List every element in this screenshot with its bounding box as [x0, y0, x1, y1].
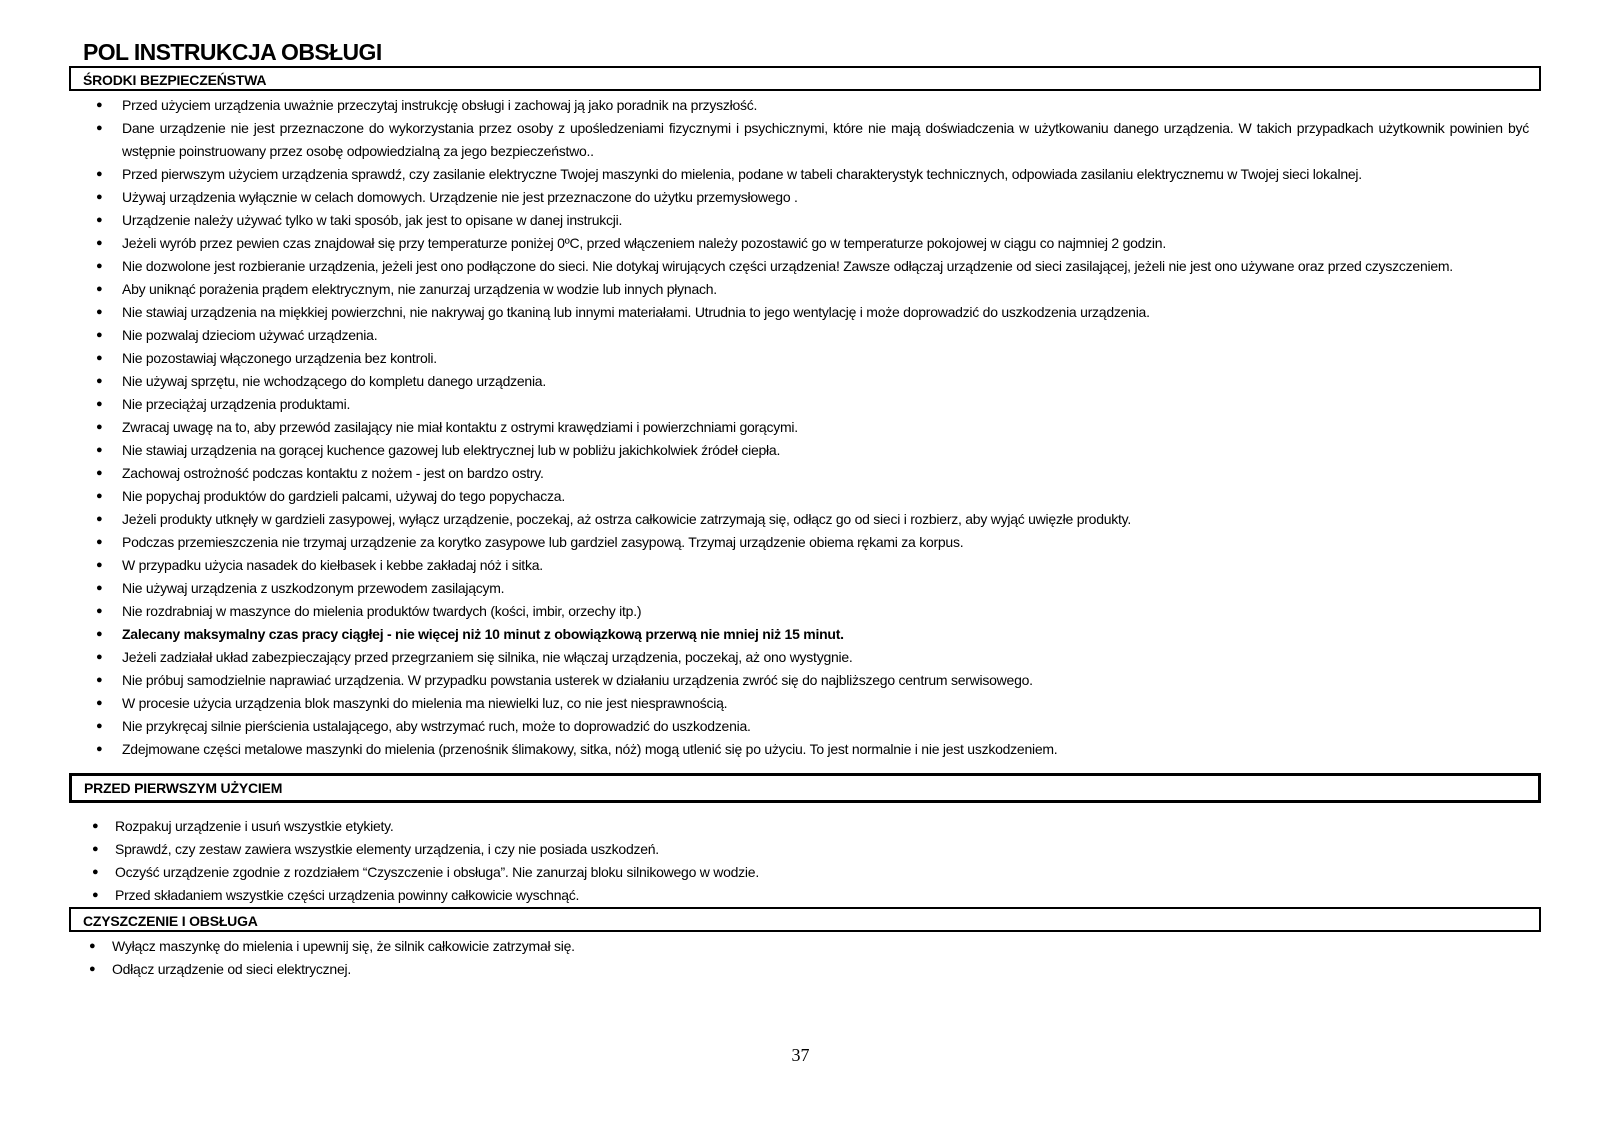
list-item: ● Sprawdź, czy zestaw zawiera wszystkie elementy urządzenia, i czy nie posiada uszkodzeń. — [69, 838, 1541, 861]
bullet-icon: ● — [96, 490, 103, 502]
list-item: ● Przed składaniem wszystkie części urządzenia powinny całkowicie wyschnąć. — [69, 884, 1541, 907]
bullet-icon: ● — [96, 674, 103, 686]
bullet-icon: ● — [92, 820, 99, 832]
bullet-icon: ● — [96, 444, 103, 456]
list-item: ● Jeżeli wyrób przez pewien czas znajdował się przy temperaturze poniżej 0ºC, przed włączeniem należy pozostawić go w temperaturze pokojowej w ciągu co najmniej 2 godzin. — [69, 232, 1541, 255]
bullet-icon: ● — [96, 168, 103, 180]
bullet-icon: ● — [96, 605, 103, 617]
bullet-icon: ● — [96, 306, 103, 318]
bullet-icon: ● — [92, 843, 99, 855]
list-item: ● Aby uniknąć porażenia prądem elektrycznym, nie zanurzaj urządzenia w wodzie lub innych płynach. — [69, 278, 1541, 301]
bullet-icon: ● — [96, 237, 103, 249]
bullet-icon: ● — [92, 889, 99, 901]
list-item: ● Podczas przemieszczenia nie trzymaj urządzenie za korytko zasypowe lub gardziel zasypową. Trzymaj urządzenie obiema rękami za korpus. — [69, 531, 1541, 554]
list-item: ● Przed użyciem urządzenia uważnie przeczytaj instrukcję obsługi i zachowaj ją jako poradnik na przyszłość. — [69, 94, 1541, 117]
list-item: ● Używaj urządzenia wyłącznie w celach domowych. Urządzenie nie jest przeznaczone do użytku przemysłowego . — [69, 186, 1541, 209]
list-item: ● Nie przykręcaj silnie pierścienia ustalającego, aby wstrzymać ruch, może to doprowadzić do uszkodzenia. — [69, 715, 1541, 738]
bullet-icon: ● — [96, 582, 103, 594]
bullet-icon: ● — [96, 720, 103, 732]
bullet-icon: ● — [96, 743, 103, 755]
bullet-icon: ● — [96, 513, 103, 525]
list-item: ● Jeżeli zadziałał układ zabezpieczający przed przegrzaniem się silnika, nie włączaj urządzenia, poczekaj, aż ono wystygnie. — [69, 646, 1541, 669]
safety-list — [69, 94, 1541, 761]
bullet-icon: ● — [96, 191, 103, 203]
list-item: ● Nie przeciążaj urządzenia produktami. — [69, 393, 1541, 416]
list-item: ● Nie pozwalaj dzieciom używać urządzenia. — [69, 324, 1541, 347]
bullet-icon: ● — [96, 260, 103, 272]
list-item: ● Nie popychaj produktów do gardzieli palcami, używaj do tego popychacza. — [69, 485, 1541, 508]
list-item: ● Urządzenie należy używać tylko w taki sposób, jak jest to opisane w danej instrukcji. — [69, 209, 1541, 232]
list-item: ● Nie próbuj samodzielnie naprawiać urządzenia. W przypadku powstania usterek w działaniu urządzenia zwróć się do najbliższego centrum serwisowego. — [69, 669, 1541, 692]
bullet-icon: ● — [96, 375, 103, 387]
list-item: ● Zdejmowane części metalowe maszynki do mielenia (przenośnik ślimakowy, sitka, nóż) mogą utlenić się po użyciu. To jest normalnie i nie jest uszkodzeniem. — [69, 738, 1541, 761]
bullet-icon: ● — [96, 214, 103, 226]
list-item: ● Jeżeli produkty utknęły w gardzieli zasypowej, wyłącz urządzenie, poczekaj, aż ostrza całkowicie zatrzymają się, odłącz go od sieci i rozbierz, aby wyjąć uwięzłe produkty. — [69, 508, 1541, 531]
page-number: 37 — [791, 1045, 810, 1065]
bullet-icon: ● — [96, 536, 103, 548]
bullet-icon: ● — [96, 99, 103, 111]
bullet-icon: ● — [96, 628, 103, 640]
list-item: ● Zachowaj ostrożność podczas kontaktu z nożem - jest on bardzo ostry. — [69, 462, 1541, 485]
list-item: ● Nie pozostawiaj włączonego urządzenia bez kontroli. — [69, 347, 1541, 370]
bullet-icon: ● — [96, 697, 103, 709]
list-item: ● Przed pierwszym użyciem urządzenia sprawdź, czy zasilanie elektryczne Twojej maszynki do mielenia, podane w tabeli charakterystyk technicznych, odpowiada zasilaniu elektrycznemu w Twojej sieci lokalnej. — [69, 163, 1541, 186]
bullet-icon: ● — [96, 467, 103, 479]
bullet-icon: ● — [96, 651, 103, 663]
list-item: ● Nie rozdrabniaj w maszynce do mielenia produktów twardych (kości, imbir, orzechy itp.) — [69, 600, 1541, 623]
list-item-warning: ● Zalecany maksymalny czas pracy ciągłej - nie więcej niż 10 minut z obowiązkową przerwą nie mniej niż 15 minut. — [69, 623, 1541, 646]
list-item: ● Zwracaj uwagę na to, aby przewód zasilający nie miał kontaktu z ostrymi krawędziami i powierzchniami gorącymi. — [69, 416, 1541, 439]
section-heading-safety: ŚRODKI BEZPIECZEŃSTWA — [69, 66, 1541, 91]
list-item: ● Rozpakuj urządzenie i usuń wszystkie etykiety. — [69, 815, 1541, 838]
manual-page — [69, 38, 1541, 981]
bullet-icon: ● — [89, 940, 96, 952]
list-item: ● Nie używaj sprzętu, nie wchodzącego do kompletu danego urządzenia. — [69, 370, 1541, 393]
list-item: ● Dane urządzenie nie jest przeznaczone do wykorzystania przez osoby z upośledzeniami fizycznymi i psychicznymi, które nie mają doświadczenia w użytkowaniu danego urządzenia. W takich przypadkach użytkownik powinien być wstępnie poinstruowany przez osobę odpowiedzialną za jego bezpieczeństwo.. — [69, 117, 1541, 163]
document-title: POL INSTRUKCJA OBSŁUGI — [83, 39, 382, 65]
bullet-icon: ● — [96, 329, 103, 341]
bullet-icon: ● — [89, 963, 96, 975]
list-item: ● Nie stawiaj urządzenia na gorącej kuchence gazowej lub elektrycznej lub w pobliżu jakichkolwiek źródeł ciepła. — [69, 439, 1541, 462]
bullet-icon: ● — [96, 122, 103, 134]
list-item: ● Wyłącz maszynkę do mielenia i upewnij się, że silnik całkowicie zatrzymał się. — [69, 935, 1541, 958]
list-item: ● Oczyść urządzenie zgodnie z rozdziałem “Czyszczenie i obsługa”. Nie zanurzaj bloku silnikowego w wodzie. — [69, 861, 1541, 884]
before-first-use-list — [69, 815, 1541, 907]
section-heading-before-first-use: PRZED PIERWSZYM UŻYCIEM — [69, 773, 1541, 803]
bullet-icon: ● — [92, 866, 99, 878]
bullet-icon: ● — [96, 398, 103, 410]
list-item: ● W procesie użycia urządzenia blok maszynki do mielenia ma niewielki luz, co nie jest niesprawnością. — [69, 692, 1541, 715]
bullet-icon: ● — [96, 352, 103, 364]
list-item: ● Odłącz urządzenie od sieci elektrycznej. — [69, 958, 1541, 981]
section-heading-cleaning: CZYSZCZENIE I OBSŁUGA — [69, 907, 1541, 932]
list-item: ● Nie stawiaj urządzenia na miękkiej powierzchni, nie nakrywaj go tkaniną lub innymi materiałami. Utrudnia to jego wentylację i może doprowadzić do uszkodzenia urządzenia. — [69, 301, 1541, 324]
list-item: ● W przypadku użycia nasadek do kiełbasek i kebbe zakładaj nóż i sitka. — [69, 554, 1541, 577]
list-item: ● Nie używaj urządzenia z uszkodzonym przewodem zasilającym. — [69, 577, 1541, 600]
bullet-icon: ● — [96, 283, 103, 295]
bullet-icon: ● — [96, 421, 103, 433]
bullet-icon: ● — [96, 559, 103, 571]
cleaning-list — [69, 935, 1541, 981]
list-item: ● Nie dozwolone jest rozbieranie urządzenia, jeżeli jest ono podłączone do sieci. Nie dotykaj wirujących części urządzenia! Zawsze odłączaj urządzenie od sieci zasilającej, jeżeli nie jest ono używane oraz przed czyszczeniem. — [69, 255, 1541, 278]
